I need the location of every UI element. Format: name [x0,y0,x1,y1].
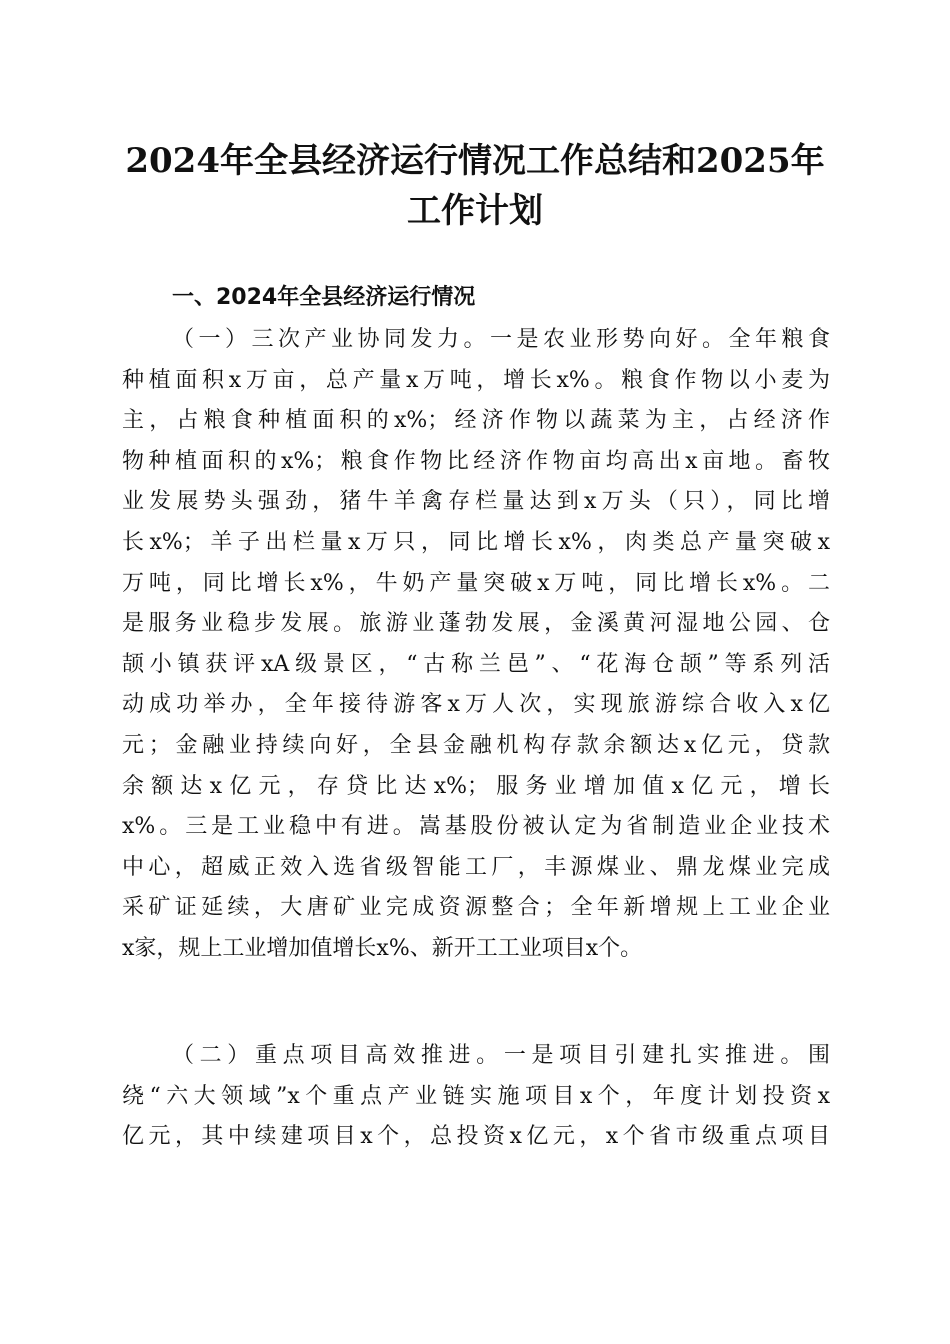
text-line: （一）三次产业协同发力。一是农业形势向好。全年粮食 [172,327,830,352]
document-title [100,136,850,236]
text-line: 主，占粮食种植面积的x%；经济作物以蔬菜为主，占经济作 [122,408,830,434]
section-heading: 一、2024年全县经济运行情况 [172,285,476,310]
text-line: 绕“六大领域”x个重点产业链实施项目x个，年度计划投资x [122,1083,830,1109]
text-line: （二）重点项目高效推进。一是项目引建扎实推进。围 [172,1043,830,1068]
text-line: 元；金融业持续向好，全县金融机构存款余额达x亿元，贷款 [122,732,830,758]
text-line: 长x%；羊子出栏量x万只，同比增长x%，肉类总产量突破x [122,529,830,555]
text-line: 万吨，同比增长x%，牛奶产量突破x万吨，同比增长x%。二 [122,570,830,596]
title-line: 工作计划 [407,191,543,231]
paragraph-projects [122,1036,830,1158]
text-line: 物种植面积的x%；粮食作物比经济作物亩均高出x亩地。畜牧 [122,448,830,474]
text-line: x%。三是工业稳中有进。嵩基股份被认定为省制造业企业技术 [122,814,830,840]
text-line: 颉小镇获评xA级景区，“古称兰邑”、“花海仓颉”等系列活 [122,651,830,677]
text-line: 种植面积x万亩，总产量x万吨，增长x%。粮食作物以小麦为 [122,367,830,393]
text-line: 亿元，其中续建项目x个，总投资x亿元，x个省市级重点项目 [122,1124,830,1150]
text-line: 业发展势头强劲，猪牛羊禽存栏量达到x万头（只），同比增 [122,489,830,515]
text-line: 余额达x亿元，存贷比达x%；服务业增加值x亿元，增长 [122,773,830,799]
text-line: 是服务业稳步发展。旅游业蓬勃发展，金溪黄河湿地公园、仓 [122,611,830,637]
paragraph-industry [122,320,830,970]
text-line: 中心，超威正效入选省级智能工厂，丰源煤业、鼎龙煤业完成 [122,854,830,880]
title-line: 2024年全县经济运行情况工作总结和2025年 [125,141,825,181]
text-line: 采矿证延续，大唐矿业完成资源整合；全年新增规上工业企业 [122,895,830,921]
text-line: x家，规上工业增加值增长x%、新开工工业项目x个。 [122,935,643,961]
text-line: 动成功举办，全年接待游客x万人次，实现旅游综合收入x亿 [122,692,830,718]
